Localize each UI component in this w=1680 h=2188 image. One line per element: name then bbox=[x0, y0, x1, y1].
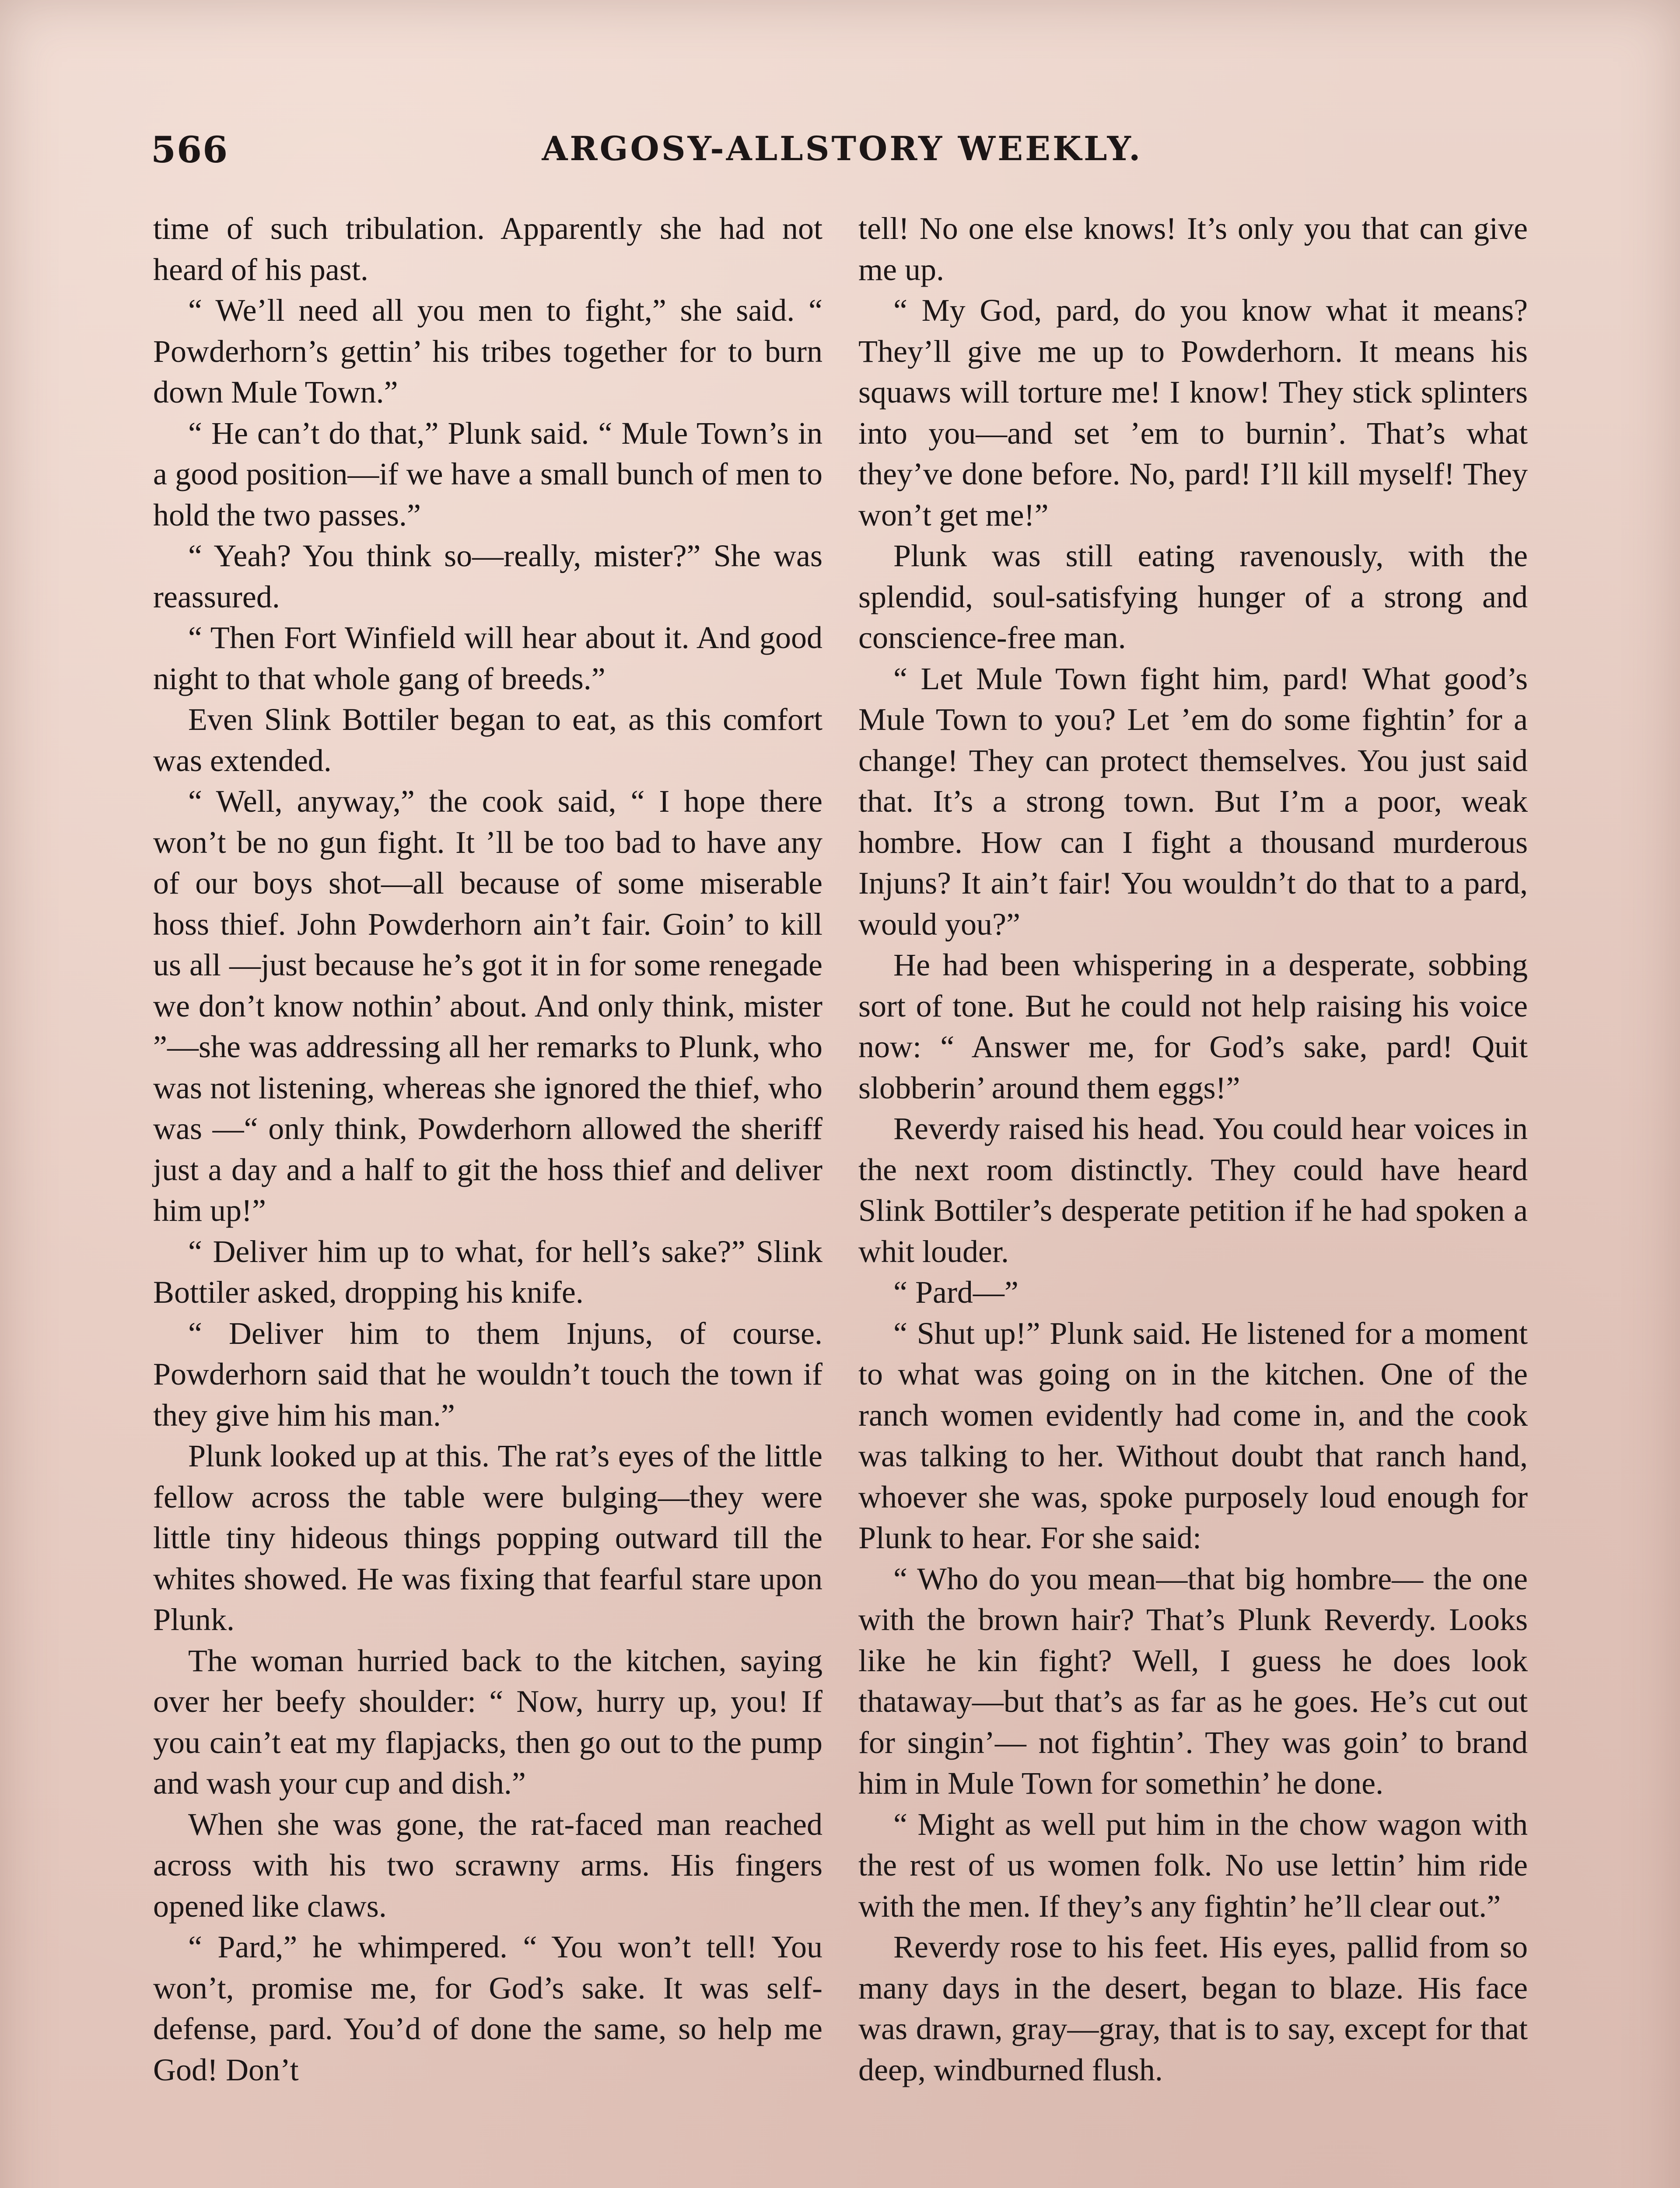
paragraph: time of such tribulation. Apparently she had not heard of his past. bbox=[153, 211, 822, 287]
paragraph: Even Slink Bottiler began to eat, as this comfort was extended. bbox=[153, 702, 822, 778]
paragraph: “ Then Fort Winfield will hear about it. And good night to that whole gang of breeds.” bbox=[153, 620, 822, 696]
paragraph: When she was gone, the rat-faced man reached across with his two scrawny arms. His fingers opened like claws. bbox=[153, 1806, 822, 1924]
paragraph: Reverdy rose to his feet. His eyes, pallid from so many days in the desert, began to blaze. His face was drawn, gray—gray, that is to say, except for that deep, windburned flush. bbox=[858, 1929, 1528, 2087]
paragraph: “ My God, pard, do you know what it means? They’ll give me up to Powderhorn. It means his squaws will torture me! I know! They stick splinters into you—and set ’em to burnin’. That’s what they’ve done before. No, pard! I’ll kill myself! They won’t get me!” bbox=[858, 293, 1528, 533]
paragraph: “ Shut up!” Plunk said. He listened for a moment to what was going on in the kitchen. One of the ranch women evidently had come in, and the cook was talking to her. Without doubt that ranch hand, whoever she was, spoke purposely loud enough for Plunk to hear. For she said: bbox=[858, 1315, 1528, 1555]
paragraph: Reverdy raised his head. You could hear voices in the next room distinctly. They could have heard Slink Bottiler’s desperate petition if he had spoken a whit louder. bbox=[858, 1111, 1528, 1269]
paragraph: Plunk looked up at this. The rat’s eyes of the little fellow across the table were bulging—they were little tiny hideous things popping outward till the whites showed. He was fixing that fearful stare upon Plunk. bbox=[153, 1438, 822, 1637]
paragraph: “ Might as well put him in the chow wagon with the rest of us women folk. No use lettin’ him ride with the men. If they’s any fightin’ he’ll clear out.” bbox=[858, 1806, 1528, 1924]
left-column bbox=[153, 208, 822, 2090]
paragraph: “ Pard,” he whimpered. “ You won’t tell! You won’t, promise me, for God’s sake. It was self-defense, pard. You’d of done the same, so help me God! Don’t bbox=[153, 1929, 822, 2087]
paragraph: He had been whispering in a desperate, sobbing sort of tone. But he could not help raising his voice now: “ Answer me, for God’s sake, pard! Quit slobberin’ around them eggs!” bbox=[858, 947, 1528, 1105]
paragraph: tell! No one else knows! It’s only you that can give me up. bbox=[858, 211, 1528, 287]
paragraph: “ Yeah? You think so—really, mister?” She was reassured. bbox=[153, 538, 822, 614]
running-title: ARGOSY-ALLSTORY WEEKLY. bbox=[542, 129, 1143, 168]
page-number: 566 bbox=[151, 129, 229, 171]
paragraph: “ Let Mule Town fight him, pard! What good’s Mule Town to you? Let ’em do some fightin’ for a change! They can protect themselves. You just said that. It’s a strong town. But I’m a poor, weak hombre. How can I fight a thousand murderous Injuns? It ain’t fair! You wouldn’t do that to a pard, would you?” bbox=[858, 661, 1528, 942]
paragraph: “ Well, anyway,” the cook said, “ I hope there won’t be no gun fight. It ’ll be too bad to have any of our boys shot—all because of some miserable hoss thief. John Powderhorn ain’t fair. Goin’ to kill us all —just because he’s got it in for some renegade we don’t know nothin’ about. And only think, mister ”—she was addressing all her remarks to Plunk, who was not listening, whereas she ignored the thief, who was —“ only think, Powderhorn allowed the sheriff just a day and a half to git the hoss thief and deliver him up!” bbox=[153, 784, 822, 1228]
right-column bbox=[858, 208, 1528, 2090]
paragraph: “ Deliver him up to what, for hell’s sake?” Slink Bottiler asked, dropping his knife. bbox=[153, 1234, 822, 1310]
paragraph: Plunk was still eating ravenously, with the splendid, soul-satisfying hunger of a strong and conscience-free man. bbox=[858, 538, 1528, 655]
paragraph: “ Pard—” bbox=[893, 1275, 1018, 1310]
paragraph: “ He can’t do that,” Plunk said. “ Mule Town’s in a good position—if we have a small bunch of men to hold the two passes.” bbox=[153, 415, 822, 533]
paragraph: “ We’ll need all you men to fight,” she said. “ Powderhorn’s gettin’ his tribes together for to burn down Mule Town.” bbox=[153, 293, 822, 410]
paragraph: “ Who do you mean—that big hombre— the one with the brown hair? That’s Plunk Reverdy. Looks like he kin fight? Well, I guess he does look thataway—but that’s as far as he goes. He’s cut out for singin’— not fightin’. They was goin’ to brand him in Mule Town for somethin’ he done. bbox=[858, 1561, 1528, 1801]
page-header bbox=[151, 129, 1533, 182]
paragraph: The woman hurried back to the kitchen, saying over her beefy shoulder: “ Now, hurry up, you! If you cain’t eat my flapjacks, then go out to the pump and wash your cup and dish.” bbox=[153, 1643, 822, 1801]
paragraph: “ Deliver him to them Injuns, of course. Powderhorn said that he wouldn’t touch the town if they give him his man.” bbox=[153, 1315, 822, 1433]
